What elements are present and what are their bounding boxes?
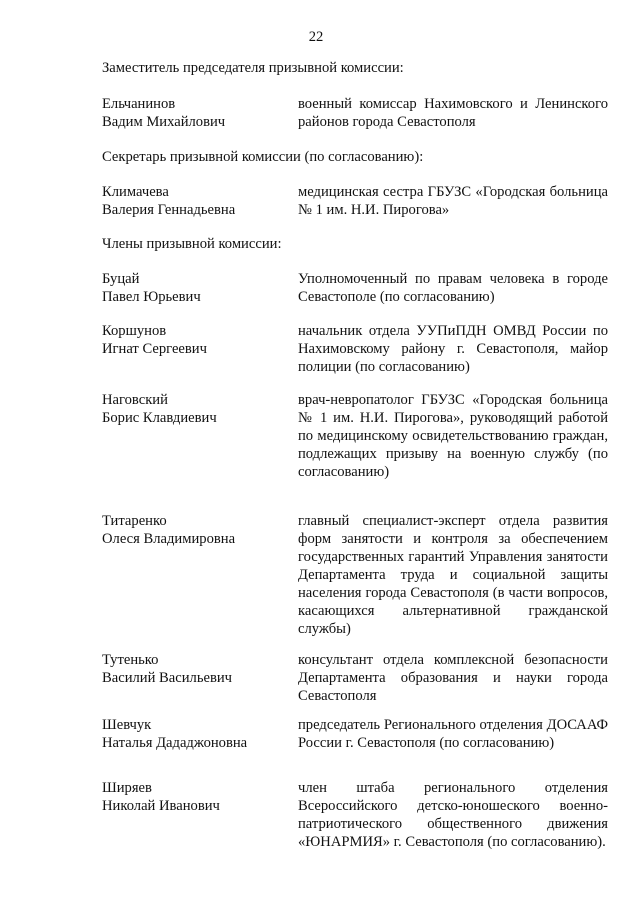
member-surname: Тутенько xyxy=(102,652,159,668)
member-given-name: Василий Васильевич xyxy=(102,670,233,686)
member-name xyxy=(102,270,292,306)
member-role: врач-невропатолог ГБУЗС «Городская больница № 1 им. Н.И. Пирогова», руководящий работой по медицинскому освидетельствованию граждан, подлежащих призыву на военную службу (по согласованию) xyxy=(298,392,608,480)
member-surname: Климачева xyxy=(102,184,169,200)
member-given-name: Николай Иванович xyxy=(102,798,220,814)
member-role: начальник отдела УУПиПДН ОМВД России по Нахимовскому району г. Севастополя, майор полиции (по согласованию) xyxy=(298,323,608,375)
member-name xyxy=(102,391,292,427)
member-surname: Наговский xyxy=(102,392,168,408)
section-heading-secretary: Секретарь призывной комиссии (по согласованию): xyxy=(102,149,424,165)
page-number: 22 xyxy=(308,29,324,45)
member-given-name: Наталья Дададжоновна xyxy=(102,735,248,751)
member-given-name: Вадим Михайлович xyxy=(102,114,226,130)
member-given-name: Борис Клавдиевич xyxy=(102,410,217,426)
member-name xyxy=(102,322,292,358)
member-role: Уполномоченный по правам человека в городе Севастополе (по согласованию) xyxy=(298,271,608,305)
member-role: военный комиссар Нахимовского и Ленинского районов города Севастополя xyxy=(298,96,608,130)
member-surname: Титаренко xyxy=(102,513,167,529)
member-given-name: Валерия Геннадьевна xyxy=(102,202,236,218)
member-name xyxy=(102,779,292,815)
section-heading-deputy-chair: Заместитель председателя призывной комиссии: xyxy=(102,60,404,76)
member-role: главный специалист-эксперт отдела развития форм занятости и контроля за обеспечением государственных гарантий Управления занятости Департамента труда и социальной защиты населения города Севастополя (в части вопросов, касающихся альтернативной гражданской службы) xyxy=(298,513,608,637)
member-given-name: Игнат Сергеевич xyxy=(102,341,207,357)
member-surname: Коршунов xyxy=(102,323,167,339)
section-heading-members: Члены призывной комиссии: xyxy=(102,236,282,252)
member-role: председатель Регионального отделения ДОСААФ России г. Севастополя (по согласованию) xyxy=(298,717,608,751)
member-role: консультант отдела комплексной безопасности Департамента образования и науки города Севастополя xyxy=(298,652,608,704)
member-name xyxy=(102,512,292,548)
member-surname: Шевчук xyxy=(102,717,152,733)
member-role: член штаба регионального отделения Всероссийского детско-юношеского военно-патриотического общественного движения «ЮНАРМИЯ» г. Севастополя (по согласованию). xyxy=(298,780,608,850)
member-given-name: Павел Юрьевич xyxy=(102,289,201,305)
member-name xyxy=(102,716,292,752)
member-name xyxy=(102,183,292,219)
member-surname: Буцай xyxy=(102,271,140,287)
member-name xyxy=(102,95,292,131)
member-role: медицинская сестра ГБУЗС «Городская больница № 1 им. Н.И. Пирогова» xyxy=(298,184,608,218)
member-surname: Ельчанинов xyxy=(102,96,176,112)
member-name xyxy=(102,651,292,687)
member-surname: Ширяев xyxy=(102,780,152,796)
member-given-name: Олеся Владимировна xyxy=(102,531,236,547)
